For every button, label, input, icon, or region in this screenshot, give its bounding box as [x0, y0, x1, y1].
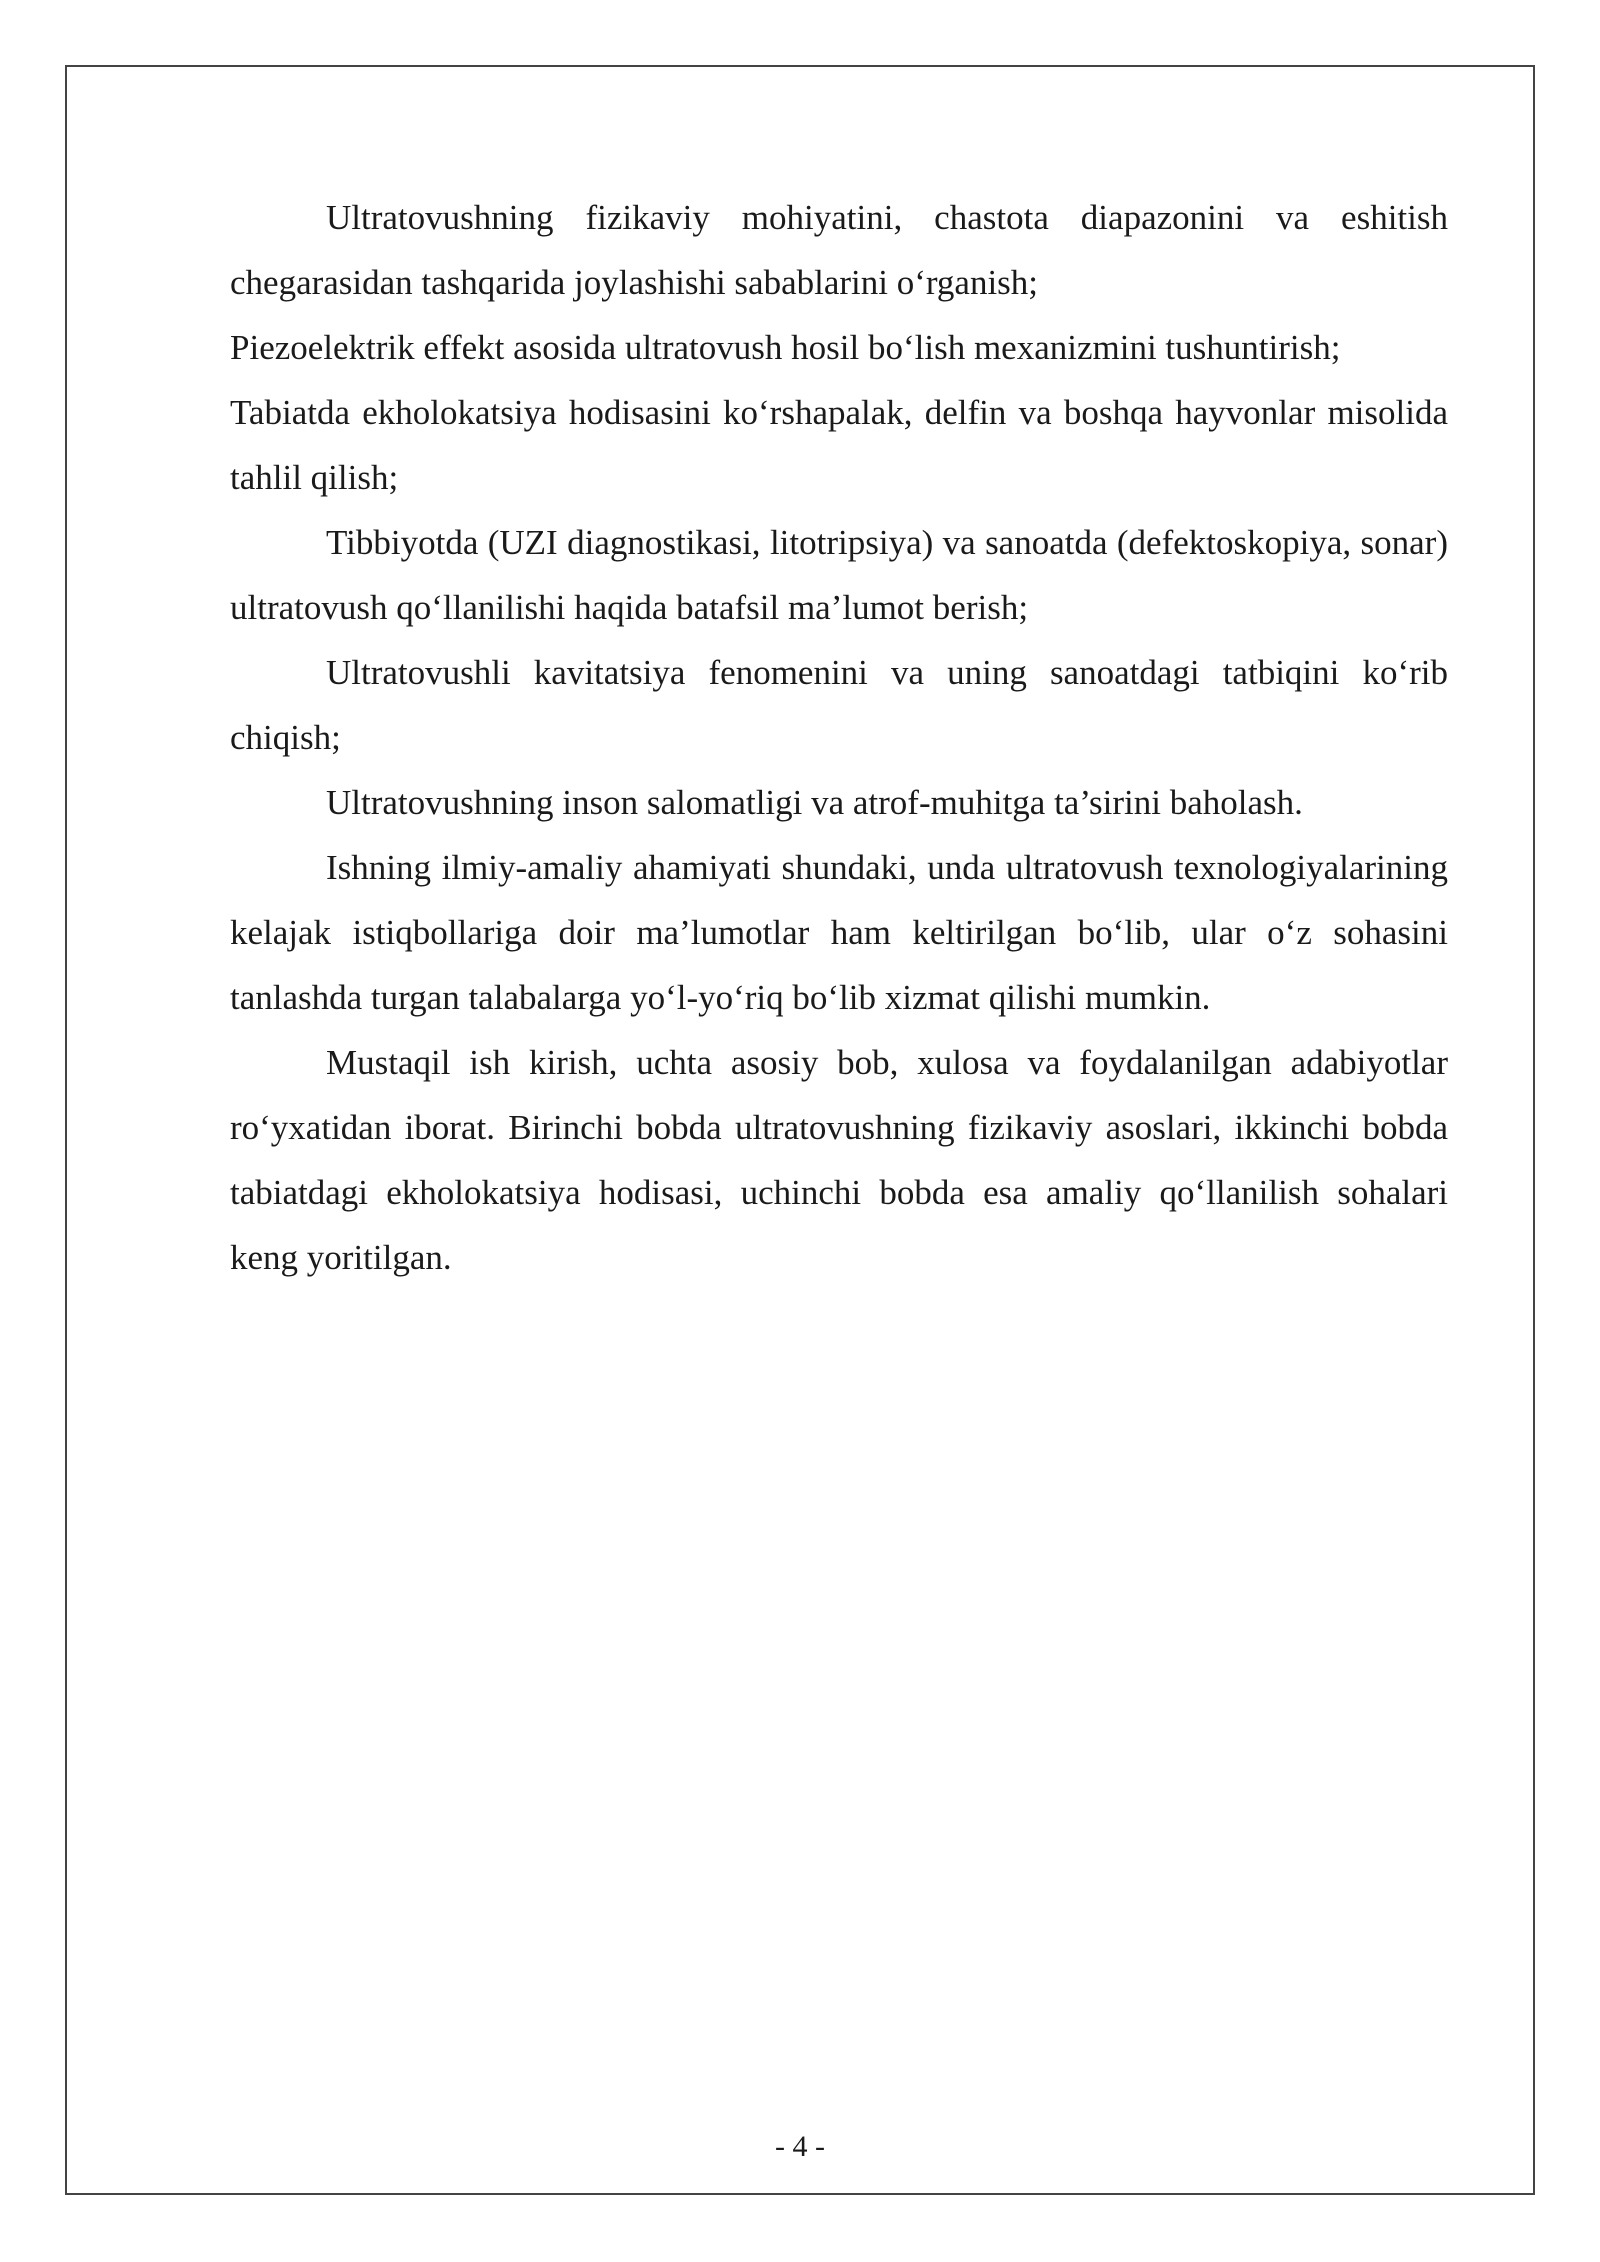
page-number: - 4 - — [775, 2130, 825, 2163]
paragraph-significance: Ishning ilmiy-amaliy ahamiyati shundaki, unda ultratovush texnologiyalarining kelajak istiqbollariga doir ma’lumotlar ham keltirilgan bo‘lib, ular o‘z sohasini tanlashda turgan talabalarga yo‘l-yo‘riq bo‘lib xizmat qilishi mumkin. — [230, 848, 1448, 1017]
paragraph-structure: Mustaqil ish kirish, uchta asosiy bob, xulosa va foydalanilgan adabiyotlar ro‘yxatidan iborat. Birinchi bobda ultratovushning fizikaviy asoslari, ikkinchi bobda tabiatdagi ekholokatsiya hodisasi, uchinchi bobda esa amaliy qo‘llanilish sohalari keng yoritilgan. — [230, 1043, 1448, 1277]
paragraph-objective-echolocation: Tabiatda ekholokatsiya hodisasini ko‘rshapalak, delfin va boshqa hayvonlar misolida tahlil qilish; — [230, 393, 1448, 497]
paragraph-objective-physics: Ultratovushning fizikaviy mohiyatini, chastota diapazonini va eshitish chegarasidan tashqarida joylashishi sabablarini o‘rganish; — [230, 198, 1448, 302]
paragraph-objective-cavitation: Ultratovushli kavitatsiya fenomenini va uning sanoatdagi tatbiqini ko‘rib chiqish; — [230, 653, 1448, 757]
paragraph-objective-health: Ultratovushning inson salomatligi va atrof-muhitga ta’sirini baholash. — [326, 783, 1303, 822]
paragraph-objective-piezoelectric: Piezoelektrik effekt asosida ultratovush hosil bo‘lish mexanizmini tushuntirish; — [230, 328, 1341, 367]
paragraph-objective-applications: Tibbiyotda (UZI diagnostikasi, litotripsiya) va sanoatda (defektoskopiya, sonar) ultratovush qo‘llanilishi haqida batafsil ma’lumot berish; — [230, 523, 1448, 627]
document-body — [230, 185, 1448, 1290]
